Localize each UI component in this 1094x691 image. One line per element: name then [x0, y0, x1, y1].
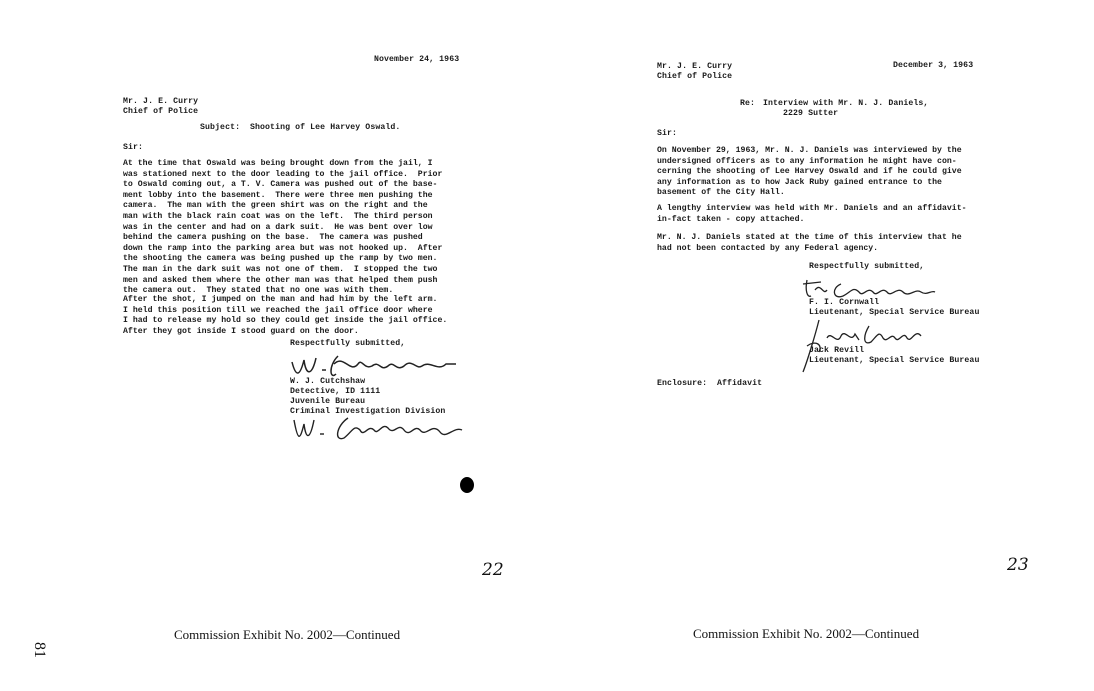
- text-line: undersigned officers as to any information he might have con-: [657, 156, 957, 166]
- subject-label: Subject:: [200, 123, 241, 132]
- re-text-line-1: Interview with Mr. N. J. Daniels,: [763, 99, 929, 108]
- text-line: in-fact taken - copy attached.: [657, 214, 805, 224]
- signer-bureau: Juvenile Bureau: [290, 397, 366, 406]
- right-page: [547, 0, 1094, 691]
- closing: Respectfully submitted,: [809, 262, 925, 271]
- exhibit-caption: Commission Exhibit No. 2002—Continued: [174, 627, 401, 642]
- text-line: basement of the City Hall.: [657, 188, 785, 198]
- re-text-line-2: 2229 Sutter: [783, 109, 839, 118]
- signer-1-name: F. I. Cornwall: [809, 298, 880, 307]
- closing: Respectfully submitted,: [290, 339, 406, 348]
- signer-2-title: Lieutenant, Special Service Bureau: [809, 356, 980, 365]
- text-line: After the shot, I jumped on the man and had him by the left arm.: [123, 295, 438, 304]
- text-line: the camera out. They stated that no one was with them.: [123, 286, 394, 296]
- text-line: cerning the shooting of Lee Harvey Oswald and if he could give: [657, 167, 962, 177]
- handwritten-signature-2: [290, 412, 470, 446]
- enclosure-label: Enclosure:: [657, 379, 708, 388]
- text-line: Mr. N. J. Daniels stated at the time of this interview that he: [657, 233, 962, 242]
- text-line: camera. The man with the green shirt was on the right and the: [123, 201, 428, 211]
- ink-blot: [460, 477, 474, 493]
- text-line: behind the camera pushing on the base. The camera was pushed: [123, 233, 423, 243]
- handwritten-page-number: 23: [1007, 555, 1029, 575]
- text-line: down the ramp into the parking area but was not hooked up. After: [123, 243, 443, 253]
- text-line: man with the black rain coat was on the left. The third person: [123, 211, 433, 221]
- signer-title: Detective, ID 1111: [290, 387, 381, 396]
- text-line: was in the center and had on a dark suit. He was bent over low: [123, 222, 433, 232]
- exhibit-caption: Commission Exhibit No. 2002—Continued: [693, 626, 920, 641]
- text-line: I had to release my hold so they could get inside the jail office.: [123, 316, 448, 326]
- text-line: I held this position till we reached the jail office door where: [123, 305, 433, 315]
- text-line: ment lobby into the basement. There were three men pushing the: [123, 190, 433, 200]
- text-line: the shooting the camera was being pushed up the ramp by two men.: [123, 254, 438, 264]
- body-paragraph-2: [123, 295, 447, 337]
- body-paragraph-1: [123, 159, 442, 297]
- text-line: had not been contacted by any Federal agency.: [657, 243, 879, 253]
- text-line: A lengthy interview was held with Mr. Daniels and an affidavit-: [657, 204, 967, 213]
- addressee-title: Chief of Police: [657, 72, 733, 81]
- signer-name: W. J. Cutchshaw: [290, 377, 366, 386]
- text-line: At the time that Oswald was being brought down from the jail, I: [123, 159, 433, 168]
- body-paragraph-3: [657, 233, 962, 254]
- salutation: Sir:: [657, 129, 678, 138]
- signer-division: Criminal Investigation Division: [290, 407, 446, 416]
- handwritten-page-number: 22: [482, 560, 504, 580]
- letter-date: November 24, 1963: [374, 55, 460, 64]
- re-label: Re:: [740, 99, 756, 108]
- signer-1-title: Lieutenant, Special Service Bureau: [809, 308, 980, 317]
- text-line: The man in the dark suit was not one of them. I stopped the two: [123, 264, 438, 274]
- text-line: was stationed next to the door leading to the jail office. Prior: [123, 169, 443, 179]
- text-line: On November 29, 1963, Mr. N. J. Daniels was interviewed by the: [657, 146, 962, 155]
- text-line: men and asked them where the other man was that helped them push: [123, 275, 438, 285]
- text-line: After they got inside I stood guard on the door.: [123, 326, 359, 336]
- text-line: any information as to how Jack Ruby gained entrance to the: [657, 177, 942, 187]
- signer-2-name: Jack Revill: [809, 346, 865, 355]
- salutation: Sir:: [123, 143, 144, 152]
- subject-text: Shooting of Lee Harvey Oswald.: [250, 123, 401, 132]
- addressee-title: Chief of Police: [123, 107, 199, 116]
- addressee-name: Mr. J. E. Curry: [657, 62, 733, 71]
- text-line: to Oswald coming out, a T. V. Camera was pushed out of the base-: [123, 180, 438, 190]
- enclosure-text: Affidavit: [717, 379, 763, 388]
- letter-date: December 3, 1963: [893, 61, 974, 70]
- body-paragraph-2: [657, 204, 967, 225]
- margin-page-number: 81: [31, 642, 48, 658]
- addressee-name: Mr. J. E. Curry: [123, 97, 199, 106]
- body-paragraph-1: [657, 146, 962, 199]
